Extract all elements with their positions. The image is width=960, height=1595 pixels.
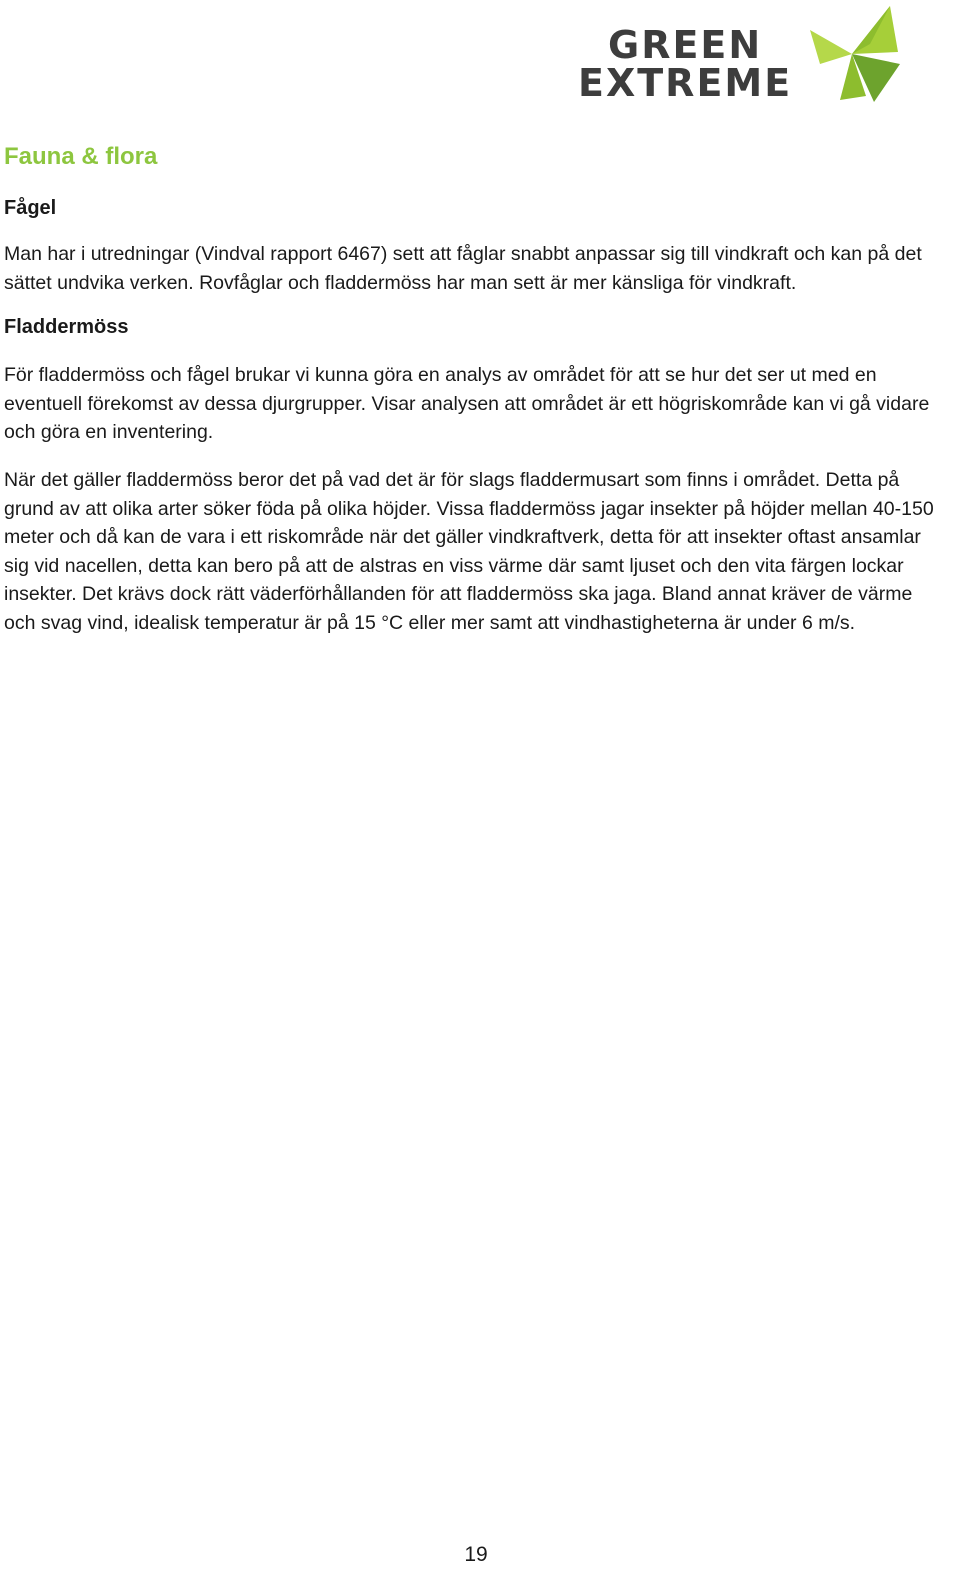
bats-paragraph-1: För fladdermöss och fågel brukar vi kunna göra en analys av området för att se hur det ser ut med en eventuell förekomst av dessa djurgrupper. Visar analysen att området är ett högriskområde kan vi gå vidare och göra en inventering. [4, 364, 930, 444]
company-logo [578, 4, 908, 104]
windmill-icon [800, 4, 904, 104]
page-number: 19 [464, 1543, 488, 1566]
logo-line-extreme: EXTREME [578, 61, 793, 105]
bird-heading: Fågel [4, 197, 57, 219]
windmill-blade-left [810, 30, 852, 64]
bird-paragraph: Man har i utredningar (Vindval rapport 6467) sett att fåglar snabbt anpassar sig till vindkraft och kan på det sättet undvika verken. Rovfåglar och fladdermöss har man sett är mer känsliga för vindkraft. [4, 243, 922, 294]
section-title: Fauna & flora [4, 143, 158, 170]
bats-paragraph-2: När det gäller fladdermöss beror det på vad det är för slags fladdermusart som finns i området. Detta på grund av att olika arter söker föda på olika höjder. Vissa fladdermöss jagar insekter på höjder mellan 40-150 meter och då kan de vara i ett riskområde när det gäller vindkraftverk, detta för att insekter oftast ansamlar sig vid nacellen, detta kan bero på att de alstras en viss värme där samt ljuset och den vita färgen lockar insekter. Det krävs dock rätt väderförhållanden för att fladdermöss ska jaga. Bland annat kräver de värme och svag vind, idealisk temperatur är på 15 °C eller mer samt att vindhastigheterna är under 6 m/s. [4, 468, 934, 634]
logo-line-green: GREEN [608, 23, 763, 67]
bats-heading: Fladdermöss [4, 316, 129, 339]
document-body [4, 140, 949, 638]
logo-wordmark [578, 23, 793, 105]
